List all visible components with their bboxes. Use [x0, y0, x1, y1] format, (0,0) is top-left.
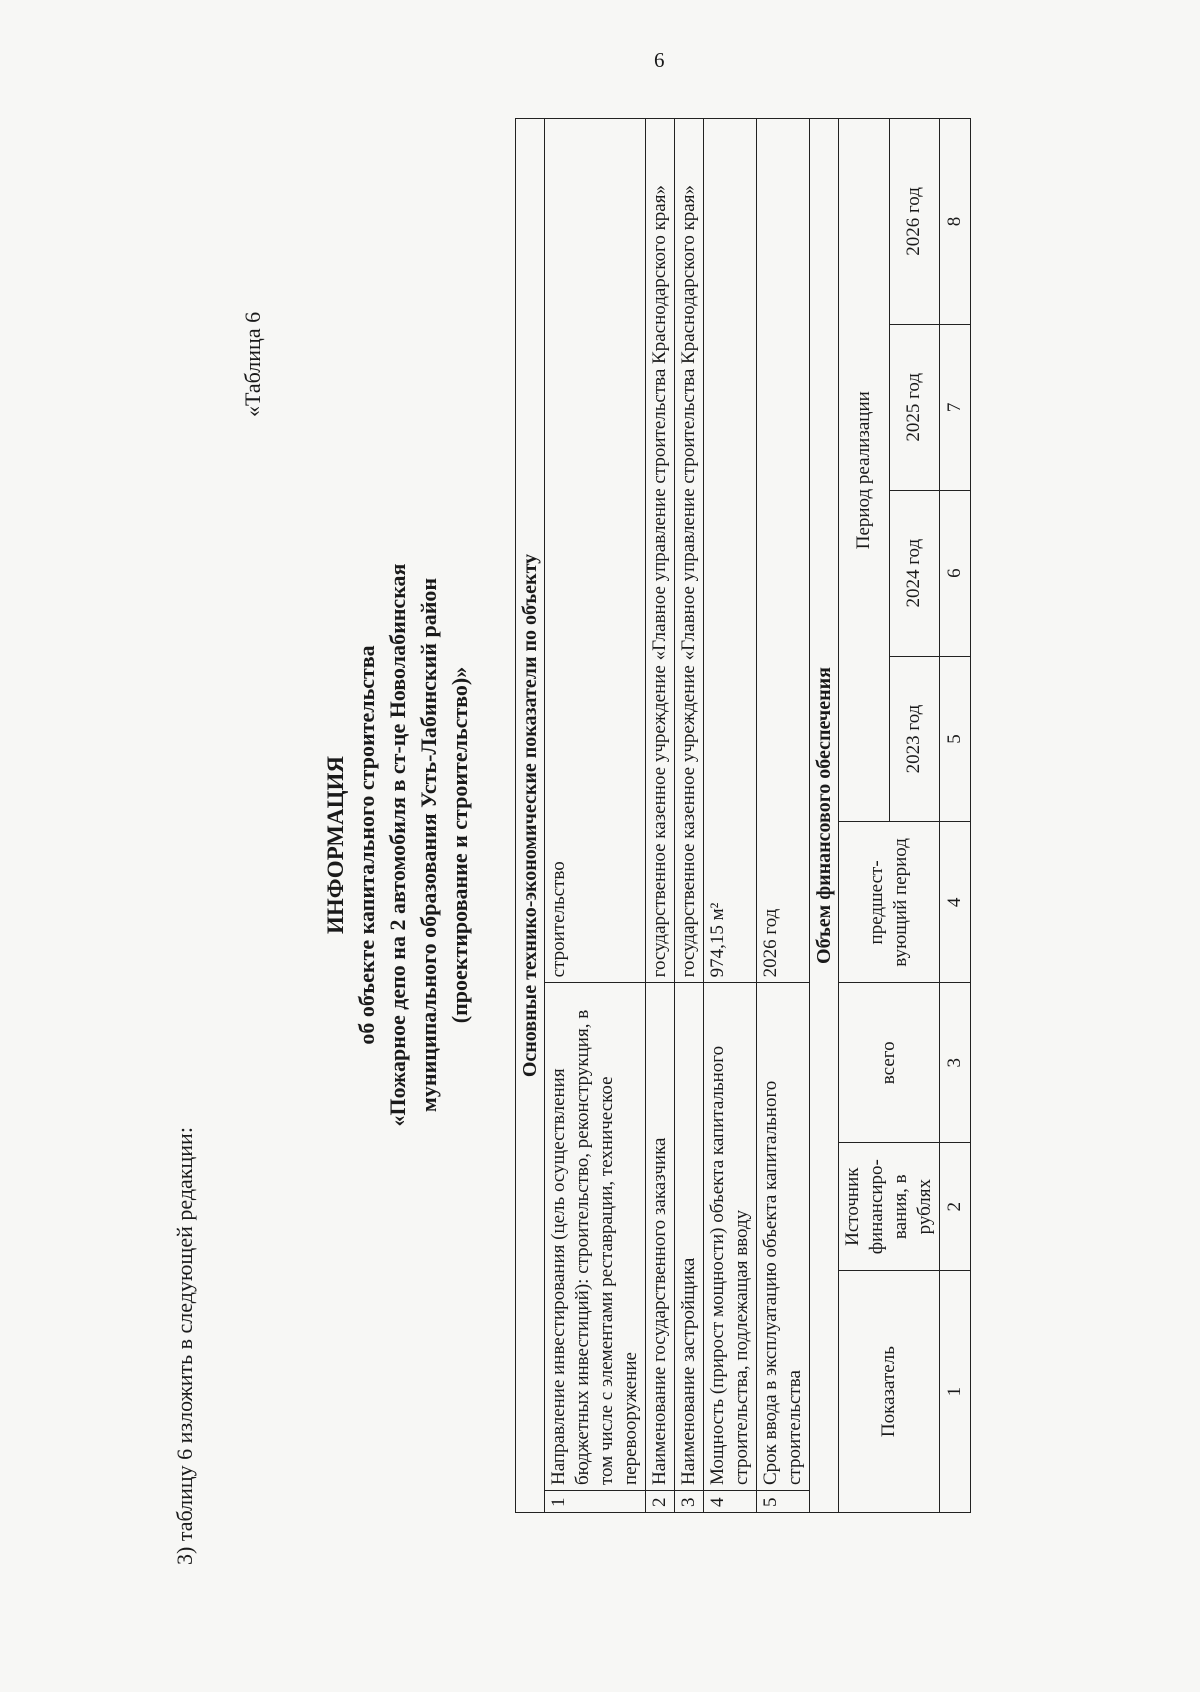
col-total: всего — [839, 983, 940, 1143]
indicator-value: строительство — [545, 119, 646, 983]
col-year: 2024 год — [889, 490, 940, 656]
indicator-label: Направление инвестирования (цель осуществления бюджетных инвестиций): строительство, реконструкция, в том числе с элементами реставрации, техническое перевооружение — [545, 983, 646, 1491]
indicator-value: 974,15 м² — [704, 119, 757, 983]
column-index-row — [940, 119, 971, 1513]
indicator-row — [545, 119, 646, 1513]
col-previous-period: предшест-вующий период — [839, 822, 940, 983]
finance-title: Объем финансового обеспечения — [810, 119, 839, 1513]
column-index: 4 — [940, 822, 971, 983]
indicator-number: 4 — [704, 1491, 757, 1513]
indicator-label: Наименование государственного заказчика — [646, 983, 675, 1491]
section-title: Основные технико-экономические показатели по объекту — [516, 119, 545, 1513]
col-year: 2023 год — [889, 656, 940, 822]
column-index: 7 — [940, 324, 971, 490]
indicator-number: 3 — [675, 1491, 704, 1513]
indicator-number: 5 — [757, 1491, 810, 1513]
indicator-value: государственное казенное учреждение «Главное управление строительства Краснодарского края» — [646, 119, 675, 983]
heading-line: об объекте капитального строительства — [354, 645, 379, 1045]
indicator-value: государственное казенное учреждение «Главное управление строительства Краснодарского края» — [675, 119, 704, 983]
indicator-row — [757, 119, 810, 1513]
col-period-title: Период реализации — [839, 119, 890, 822]
document-heading — [320, 245, 475, 1445]
indicator-row — [675, 119, 704, 1513]
column-index: 5 — [940, 656, 971, 822]
indicator-label: Наименование застройщика — [675, 983, 704, 1491]
finance-header-row — [810, 119, 839, 1513]
indicator-label: Мощность (прирост мощности) объекта капитального строительства, подлежащая вводу — [704, 983, 757, 1491]
heading-title: ИНФОРМАЦИЯ — [323, 755, 348, 935]
object-info-table — [515, 118, 971, 1513]
indicator-row — [646, 119, 675, 1513]
indicator-value: 2026 год — [757, 119, 810, 983]
indicator-label: Срок ввода в эксплуатацию объекта капитального строительства — [757, 983, 810, 1491]
column-index: 2 — [940, 1143, 971, 1271]
col-source: Источник финансиро-вания, в рублях — [839, 1143, 940, 1271]
heading-line: (проектирование и строительство)» — [447, 666, 472, 1024]
col-indicator: Показатель — [839, 1271, 940, 1513]
col-year: 2025 год — [889, 324, 940, 490]
column-index: 8 — [940, 119, 971, 325]
intro-text: 3) таблицу 6 изложить в следующей редакции: — [172, 1127, 197, 1565]
indicator-row — [704, 119, 757, 1513]
table-label: «Таблица 6 — [240, 311, 265, 417]
heading-line: муниципального образования Усть-Лабинский район — [416, 577, 441, 1113]
column-index: 1 — [940, 1271, 971, 1513]
finance-columns-row — [839, 119, 890, 1513]
rotated-content — [150, 65, 1150, 1565]
section-header-row — [516, 119, 545, 1513]
page-number: 6 — [654, 48, 665, 72]
column-index: 6 — [940, 490, 971, 656]
col-year: 2026 год — [889, 119, 940, 325]
heading-line: «Пожарное депо на 2 автомобиля в ст-це Новолабинская — [385, 563, 410, 1127]
indicator-number: 2 — [646, 1491, 675, 1513]
column-index: 3 — [940, 983, 971, 1143]
indicator-number: 1 — [545, 1491, 646, 1513]
